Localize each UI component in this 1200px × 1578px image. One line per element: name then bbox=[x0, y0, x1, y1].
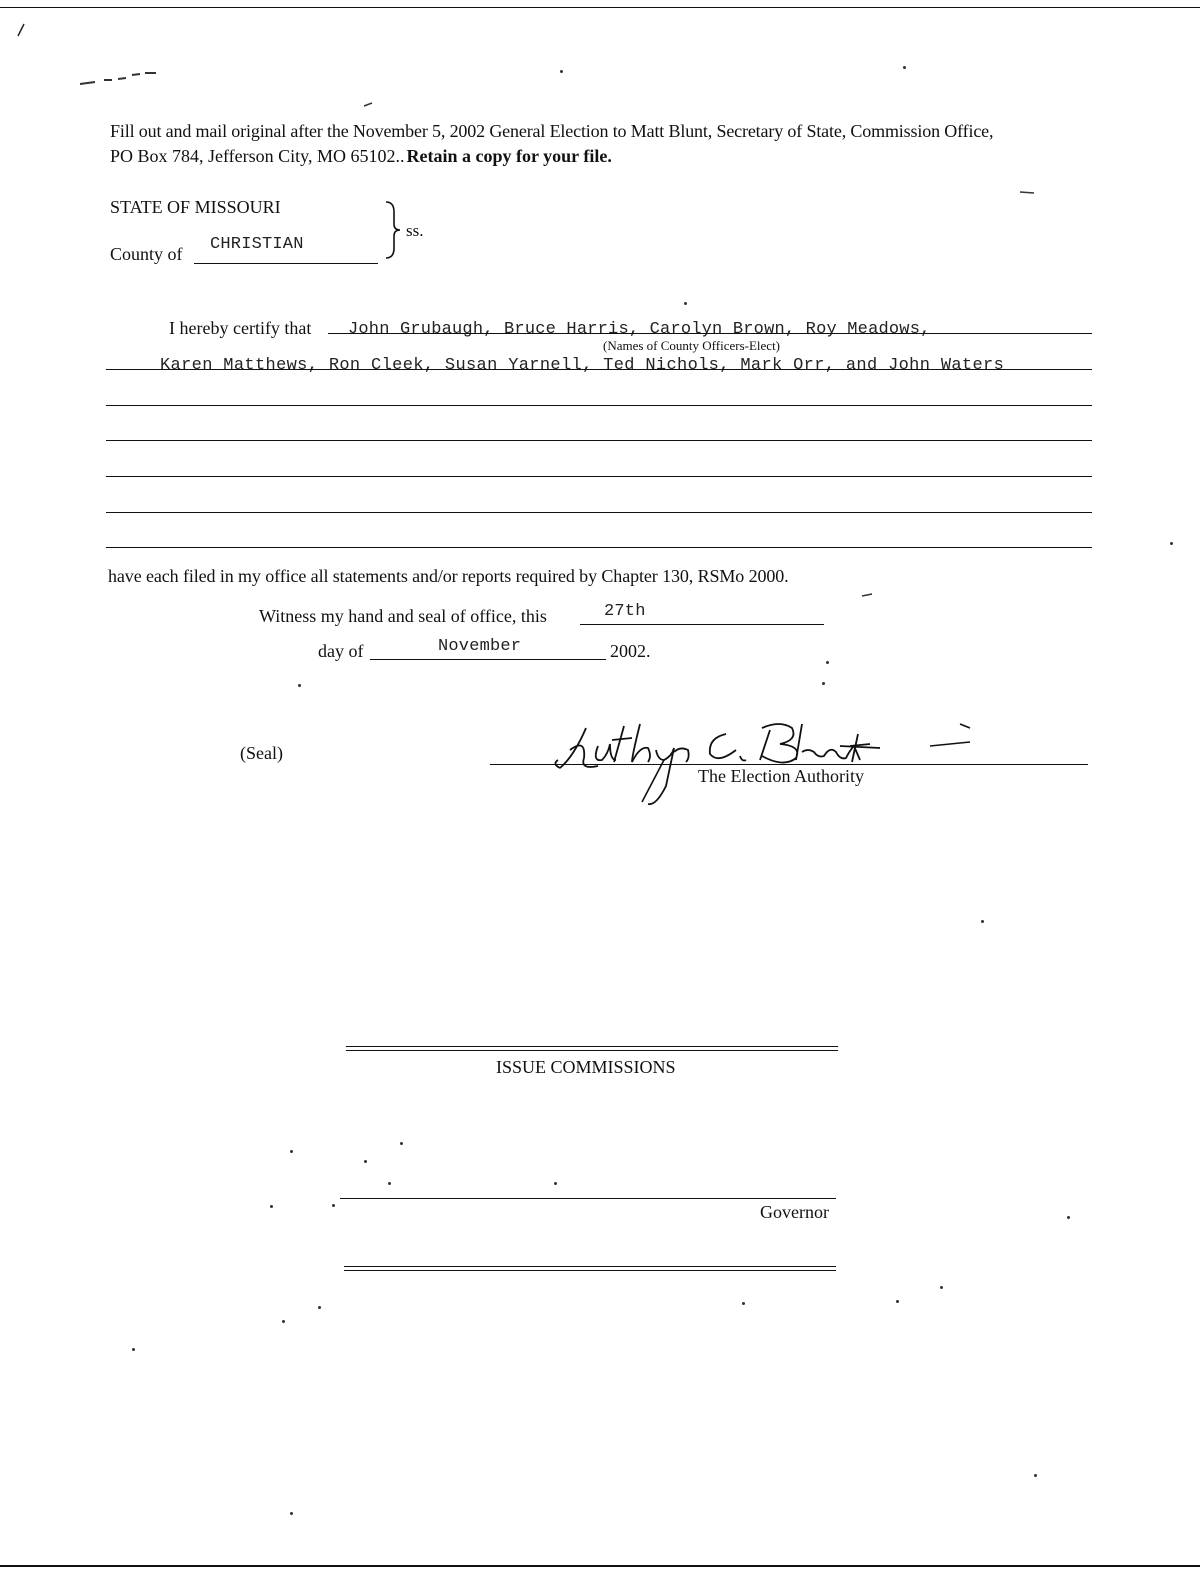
speck bbox=[400, 1142, 403, 1145]
instructions-line1: Fill out and mail original after the November 5, 2002 General Election to Matt Blunt, Secretary of State, Commission Office, bbox=[110, 121, 994, 141]
speck bbox=[290, 1512, 293, 1515]
signature-image bbox=[540, 716, 1000, 808]
governor-signature-line bbox=[340, 1198, 836, 1199]
speck bbox=[560, 70, 563, 73]
speck bbox=[388, 1182, 391, 1185]
speck bbox=[332, 1204, 335, 1207]
speck bbox=[1170, 542, 1173, 545]
names-blank-line-4 bbox=[106, 440, 1092, 441]
speck bbox=[742, 1302, 745, 1305]
witness-label: Witness my hand and seal of office, this bbox=[259, 606, 547, 626]
speck bbox=[290, 1150, 293, 1153]
day-of-label: day of bbox=[318, 641, 364, 661]
speck bbox=[282, 1320, 285, 1323]
governor-label: Governor bbox=[760, 1202, 829, 1222]
speck bbox=[826, 661, 829, 664]
ss-label: ss. bbox=[406, 221, 424, 240]
witness-day-underline bbox=[580, 624, 824, 625]
retain-copy-note: Retain a copy for your file. bbox=[406, 146, 612, 166]
issue-commissions-heading: ISSUE COMMISSIONS bbox=[496, 1057, 676, 1077]
brace-icon bbox=[382, 198, 404, 262]
speck bbox=[896, 1300, 899, 1303]
signature-line bbox=[490, 764, 1088, 765]
witness-month-value: November bbox=[438, 637, 522, 656]
seal-label: (Seal) bbox=[240, 743, 283, 763]
names-underline-2 bbox=[106, 369, 1092, 370]
speck bbox=[132, 1348, 135, 1351]
speck bbox=[298, 684, 301, 687]
officers-names-line2: Karen Matthews, Ron Cleek, Susan Yarnell, Ted Nichols, Mark Orr, and John Waters bbox=[160, 356, 1005, 375]
speck bbox=[270, 1205, 273, 1208]
speck bbox=[940, 1286, 943, 1289]
instructions-line2 bbox=[110, 146, 612, 167]
speck bbox=[554, 1182, 557, 1185]
county-label: County of bbox=[110, 244, 183, 264]
speck bbox=[981, 920, 984, 923]
witness-year: 2002. bbox=[610, 641, 651, 661]
issue-bottom-double-rule bbox=[344, 1266, 836, 1271]
issue-top-double-rule bbox=[346, 1046, 838, 1051]
names-blank-line-3 bbox=[106, 405, 1092, 406]
witness-day-value: 27th bbox=[604, 602, 646, 621]
speck bbox=[1067, 1216, 1070, 1219]
certify-lead: I hereby certify that bbox=[169, 318, 312, 338]
names-blank-line-7 bbox=[106, 547, 1092, 548]
speck bbox=[364, 1160, 367, 1163]
witness-month-underline bbox=[370, 659, 606, 660]
speck bbox=[318, 1306, 321, 1309]
instructions-address: PO Box 784, Jefferson City, MO 65102.. bbox=[110, 146, 405, 166]
election-authority-label: The Election Authority bbox=[698, 766, 864, 786]
officers-names-line1: John Grubaugh, Bruce Harris, Carolyn Brown, Roy Meadows, bbox=[348, 320, 931, 339]
certify-closing: have each filed in my office all statements and/or reports required by Chapter 130, RSMo 2000. bbox=[108, 566, 789, 586]
names-blank-line-5 bbox=[106, 476, 1092, 477]
county-value: CHRISTIAN bbox=[210, 235, 304, 254]
speck bbox=[1034, 1474, 1037, 1477]
county-underline bbox=[194, 263, 378, 264]
speck bbox=[684, 302, 687, 305]
names-caption: (Names of County Officers-Elect) bbox=[603, 338, 781, 353]
names-blank-line-6 bbox=[106, 512, 1092, 513]
state-label: STATE OF MISSOURI bbox=[110, 197, 281, 217]
speck bbox=[822, 682, 825, 685]
names-underline-1 bbox=[328, 333, 1092, 334]
speck bbox=[903, 66, 906, 69]
